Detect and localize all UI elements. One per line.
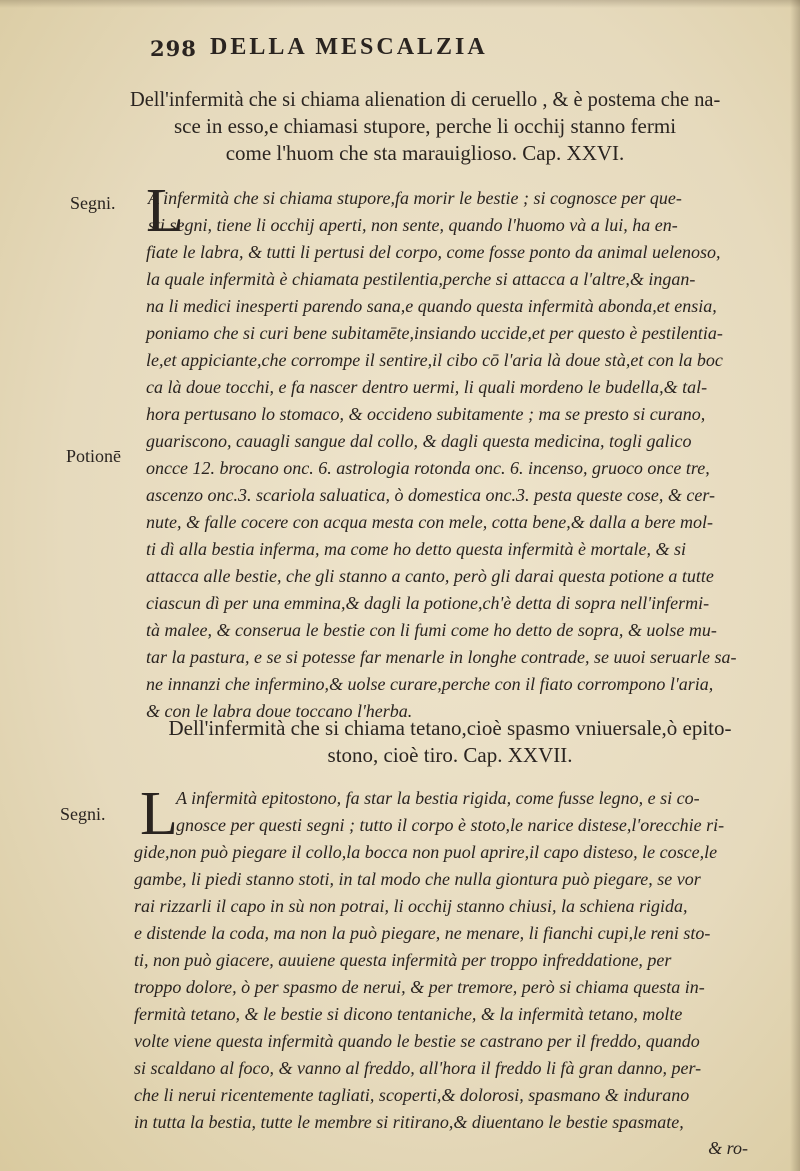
text-line: ca là doue tocchi, e fa nascer dentro uermi, li quali mordeno le budella,& tal- <box>146 377 708 397</box>
chapter-27-body <box>106 780 792 1136</box>
catchword: & ro- <box>708 1138 748 1158</box>
text-line: hora pertusano lo stomaco, & occideno subitamente ; ma se presto si curano, <box>146 404 706 424</box>
heading-line: come l'huom che sta marauiglioso. Cap. XXVI. <box>225 141 625 165</box>
text-line: rai rizzarli il capo in sù non potrai, li occhij stanno chiusi, la schiena rigida, <box>134 896 688 916</box>
margin-note-segni: Segni. <box>60 804 106 824</box>
text-line: A infermità epitostono, fa star la bestia rigida, come fusse legno, e si co- <box>176 788 700 808</box>
text-line: & con le labra doue toccano l'herba. <box>146 701 413 721</box>
text-line: oncce 12. brocano onc. 6. astrologia rotonda onc. 6. incenso, gruoco once tre, <box>146 458 710 478</box>
heading-line: Dell'infermità che si chiama alienation di ceruello , & è postema che na- <box>130 87 721 111</box>
text-line: na li medici inesperti parendo sana,e quando questa infermità abonda,et ensia, <box>146 296 717 316</box>
text-line: guariscono, cauagli sangue dal collo, & dagli questa medicina, togli galico <box>146 431 692 451</box>
text-line: ascenzo onc.3. scariola saluatica, ò domestica onc.3. pesta queste cose, & cer- <box>146 485 716 505</box>
drop-cap: L <box>146 177 184 245</box>
text-line: volte viene questa infermità quando le bestie se castrano per il freddo, quando <box>134 1031 700 1051</box>
text-line: gide,non può piegare il collo,la bocca non puol aprire,il capo disteso, le cosce,le <box>134 842 718 862</box>
running-title: DELLA MESCALZIA <box>210 34 488 60</box>
drop-cap: L <box>140 780 178 848</box>
text-line: attacca alle bestie, che gli stanno a canto, però gli darai questa potione a tutte <box>146 566 714 586</box>
text-line: in tutta la bestia, tutte le membre si ritirano,& diuentano le bestie spasmate, <box>134 1112 684 1132</box>
page-top-shadow <box>0 0 800 8</box>
text-line: ti, non può giacere, auuiene questa infermità per troppo infreddatione, per <box>134 950 672 970</box>
text-line: la quale infermità è chiamata pestilentia,perche si attacca a l'altre,& ingan- <box>146 269 696 289</box>
text-line: nute, & falle cocere con acqua mesta con mele, cotta bene,& dalla a bere mol- <box>146 512 713 532</box>
chapter-26-body <box>106 185 792 725</box>
text-line: A infermità che si chiama stupore,fa morir le bestie ; si cognosce per que- <box>148 188 682 208</box>
text-line: fermità tetano, & le bestie si dicono tentaniche, & la infermità tetano, molte <box>134 1004 683 1024</box>
text-line: e distende la coda, ma non la può piegare, ne menare, li fianchi cupi,le reni sto- <box>134 923 711 943</box>
text-line: ciascun dì per una emmina,& dagli la potione,ch'è detta di sopra nell'infermi- <box>146 593 710 613</box>
text-line: gnosce per questi segni ; tutto il corpo è stoto,le narice distese,l'orecchie ri- <box>176 815 725 835</box>
heading-line: sce in esso,e chiamasi stupore, perche li occhij stanno fermi <box>173 114 677 138</box>
chapter-27-heading <box>140 715 760 769</box>
text-line: le,et appiciante,che corrompe il sentire,il cibo cō l'aria là doue stà,et con la boc <box>146 350 723 370</box>
text-line: ti dì alla bestia inferma, ma come ho detto questa infermità è mortale, & si <box>146 539 686 559</box>
page-number: 298 <box>150 36 197 61</box>
text-line: gambe, li piedi stanno stoti, in tal modo che nulla giontura può piegare, se vor <box>134 869 701 889</box>
text-line: troppo dolore, ò per spasmo de nerui, & per tremore, però si chiama questa in- <box>134 977 705 997</box>
text-line: fiate le labra, & tutti li pertusi del corpo, come fosse ponto da animal uelenoso, <box>146 242 721 262</box>
text-line: che li nerui ricentemente tagliati, scoperti,& dolorosi, spasmano & indurano <box>134 1085 690 1105</box>
text-line: tà malee, & conserua le bestie con li fumi come ho detto de sopra, & uolse mu- <box>146 620 717 640</box>
chapter-26-heading <box>130 86 720 167</box>
text-line: poniamo che si curi bene subitamēte,insiando uccide,et per questo è pestilentia- <box>146 323 723 343</box>
text-line: sti segni, tiene li occhij aperti, non sente, quando l'huomo và a lui, ha en- <box>148 215 678 235</box>
margin-note-segni: Segni. <box>70 193 116 213</box>
text-line: si scaldano al foco, & vanno al freddo, all'hora il freddo li fà gran danno, per- <box>134 1058 702 1078</box>
running-head <box>150 30 650 66</box>
heading-line: Dell'infermità che si chiama tetano,cioè spasmo vniuersale,ò epito- <box>168 716 732 740</box>
margin-note-potione: Potionē <box>66 446 122 466</box>
heading-line: stono, cioè tiro. Cap. XXVII. <box>327 743 573 767</box>
text-line: tar la pastura, e se si potesse far menarle in longhe contrade, se uuoi seruarle sa- <box>146 647 737 667</box>
text-line: ne innanzi che infermino,& uolse curare,perche con il fiato corrompono l'aria, <box>146 674 714 694</box>
